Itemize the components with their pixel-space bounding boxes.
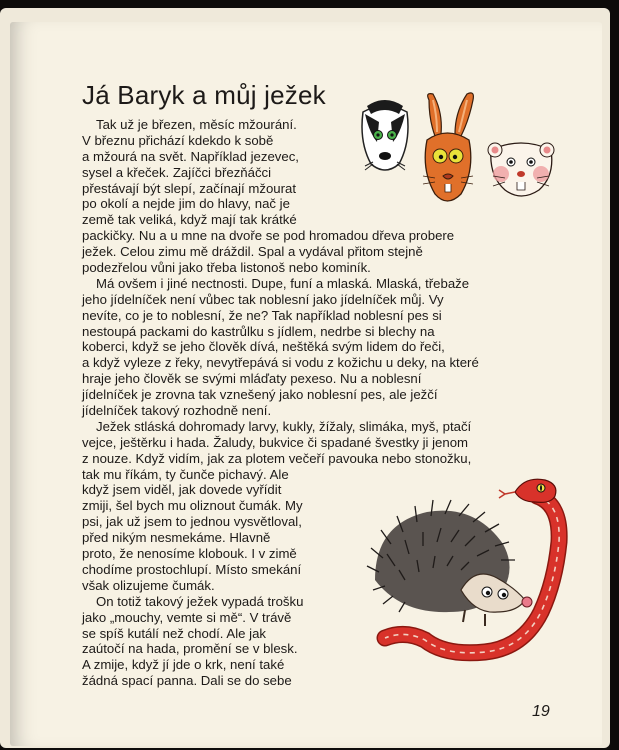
body-line: zaútočí na hada, promění se v blesk. xyxy=(82,641,298,657)
body-line: zmiji, šel bych mu oliznout čumák. My xyxy=(82,498,303,514)
body-line: a když vyleze z řeky, nevytřepává si vodu z kožichu u deky, na které xyxy=(82,355,479,371)
body-line: nestoupá packami do kastrůlku s jídlem, nedrbe si blechy na xyxy=(82,323,435,339)
body-line: packičky. Nu a u mne na dvoře se pod hromadou dřeva probere xyxy=(82,228,455,244)
body-line: Tak už je březen, měsíc mžourání. xyxy=(96,117,297,132)
page-number: 19 xyxy=(532,703,550,720)
page xyxy=(10,22,602,746)
body-line: jako „mouchy, vemte si mě“. V trávě xyxy=(82,609,292,625)
body-line: země tak veliká, když mají tak krátké xyxy=(82,212,297,228)
body-line: V březnu přichází kdekdo k sobě xyxy=(82,132,274,148)
body-line: tak mu říkám, ty čunče pichavý. Ale xyxy=(82,466,289,482)
body-line: jeho jídelníček není vůbec tak noblesní jako jídelníček můj. Vy xyxy=(82,291,444,307)
body-line: On totiž takový ježek vypadá trošku xyxy=(96,593,304,609)
body-line: podezřelou vůni jako třeba listonoš nebo kominík. xyxy=(82,260,371,276)
body-line: však olizujeme čumák. xyxy=(82,577,215,593)
body-line: z nouze. Když vidím, jak za plotem večeří pavouka nebo stonožku, xyxy=(82,450,472,466)
body-line: A zmije, když jí jde o krk, není také xyxy=(82,657,285,673)
body-line: vejce, ještěrku i hada. Žaludy, bukvice či spadané švestky ji jenom xyxy=(82,434,469,450)
body-line: sysel a křeček. Zajíčci březňáčci xyxy=(82,164,272,180)
article xyxy=(82,80,602,689)
body-line: před nikým nesmekáme. Hlavně xyxy=(82,530,271,546)
body-line: po okolí a nejde jim do hlavy, nač je xyxy=(82,196,290,212)
body-line: žádná spací panna. Dali se do sebe xyxy=(82,673,292,689)
article-body xyxy=(82,117,602,689)
body-line: a mžourá na svět. Například jezevec, xyxy=(82,148,299,164)
body-line: přestávají být slepí, začínají mžourat xyxy=(82,180,297,196)
body-line: ježek. Celou zimu mě dráždil. Spal a vydával přitom stejně xyxy=(82,244,423,260)
body-line: když jsem viděl, jak dovede vyřídit xyxy=(82,482,282,498)
body-line: koberci, když se jeho člověk dívá, neštěká svým lidem do řeči, xyxy=(82,339,445,355)
article-title: Já Baryk a můj ježek xyxy=(82,80,326,110)
body-line: jídelníček je zrovna tak vznešený jako noblesní pes, ale ježčí xyxy=(82,387,438,403)
body-line: proto, že nenosíme klobouk. I v zimě xyxy=(82,546,297,562)
body-line: Má ovšem i jiné nectnosti. Dupe, funí a mlaská. Mlaská, třebaže xyxy=(96,275,470,291)
body-line: Ježek stláská dohromady larvy, kukly, žížaly, slimáka, myš, ptačí xyxy=(96,418,472,434)
body-line: chodíme prostochlupí. Místo smekání xyxy=(82,561,302,577)
body-line: hraje jeho člověk se svými mláďaty pexeso. Nu a noblesní xyxy=(82,371,422,387)
body-line: se spíš kutálí než chodí. Ale jak xyxy=(82,625,266,641)
body-line: nevíte, co je to noblesní, že ne? Tak například noblesní pes si xyxy=(82,307,442,323)
book xyxy=(0,8,610,748)
body-line: psi, jak už jsem to jednou vysvětloval, xyxy=(82,514,302,530)
body-line: jídelníček takový rozhodně není. xyxy=(82,403,272,419)
